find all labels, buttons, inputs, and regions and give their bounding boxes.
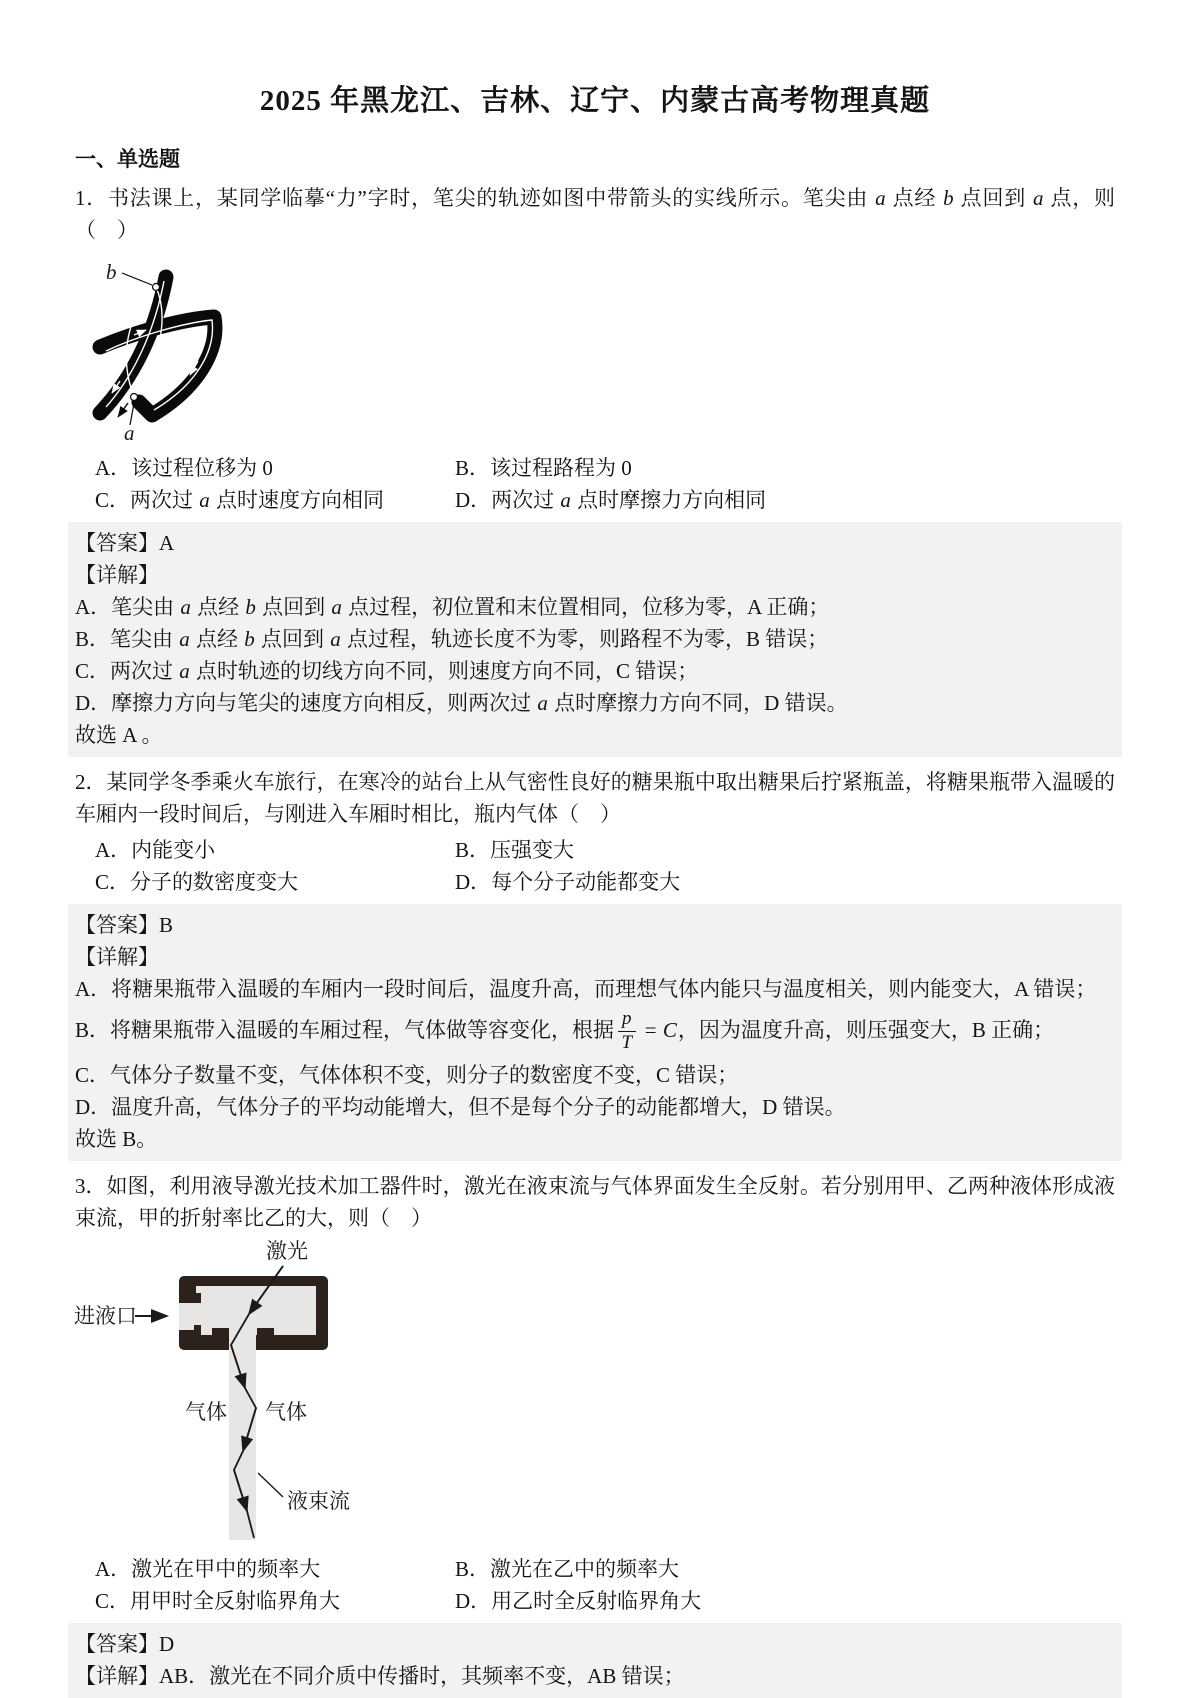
liquid-laser-figure bbox=[71, 1238, 371, 1544]
option-2c: C．分子的数密度变大 bbox=[95, 870, 299, 894]
option-1c: C．两次过 a 点时速度方向相同 bbox=[95, 488, 385, 512]
outlet-shoulder-left bbox=[212, 1328, 229, 1336]
inlet-channel bbox=[179, 1303, 196, 1330]
point-a-label: a bbox=[124, 421, 135, 443]
point-b-marker bbox=[153, 284, 160, 291]
option-2d: D．每个分子动能都变大 bbox=[455, 870, 681, 894]
nozzle-liquid-chamber bbox=[196, 1286, 316, 1335]
li-character-figure bbox=[82, 255, 252, 443]
question-3-answer-block bbox=[68, 1623, 1122, 1698]
question-1-figure bbox=[82, 255, 1122, 448]
point-b-label: b bbox=[106, 260, 117, 284]
detail-line-3: 【详解】AB．激光在不同介质中传播时，其频率不变，AB 错误； bbox=[75, 1663, 685, 1688]
question-3-stem: 3．如图，利用液导激光技术加工器件时，激光在液束流与气体界面发生全反射。若分别用甲、乙两种液体形成液束流，甲的折射率比乙的大，则（ ） bbox=[75, 1173, 1115, 1230]
option-1d: D．两次过 a 点时摩擦力方向相同 bbox=[455, 488, 767, 512]
conclusion-1: 故选 A 。 bbox=[75, 723, 163, 747]
question-2-stem: 2．某同学冬季乘火车旅行，在寒冷的站台上从气密性良好的糖果瓶中取出糖果后拧紧瓶盖，将糖果瓶带入温暖的车厢内一段时间后，与刚进入车厢时相比，瓶内气体（ ） bbox=[75, 770, 1115, 826]
question-3-options bbox=[95, 1553, 1122, 1617]
page-title: 2025 年黑龙江、吉林、辽宁、内蒙古高考物理真题 bbox=[259, 85, 931, 117]
option-1b: B．该过程路程为 0 bbox=[455, 456, 632, 480]
liquid-jet-stream bbox=[229, 1335, 256, 1540]
question-1-answer-block bbox=[68, 522, 1122, 757]
gas-left-label: 气体 bbox=[185, 1399, 227, 1424]
gas-right-label: 气体 bbox=[265, 1399, 307, 1424]
question-2 bbox=[68, 766, 1122, 1161]
question-1-options bbox=[95, 452, 1122, 516]
detail-1d: D．摩擦力方向与笔尖的速度方向相反，则两次过 a 点时摩擦力方向不同，D 错误。 bbox=[75, 691, 848, 715]
detail-2d: D．温度升高，气体分子的平均动能增大，但不是每个分子的动能都增大，D 错误。 bbox=[75, 1094, 846, 1119]
detail-heading-2: 【详解】 bbox=[75, 945, 159, 969]
stream-pointer bbox=[258, 1473, 283, 1497]
stream-label: 液束流 bbox=[287, 1488, 350, 1513]
laser-label: 激光 bbox=[266, 1238, 308, 1263]
answer-line-3: 【答案】D bbox=[75, 1631, 175, 1656]
question-1 bbox=[68, 182, 1122, 757]
section-heading: 一、单选题 bbox=[75, 147, 180, 171]
inlet-label: 进液口 bbox=[74, 1303, 137, 1328]
option-1a: A．该过程位移为 0 bbox=[95, 456, 273, 480]
detail-2c: C．气体分子数量不变，气体体积不变，则分子的数密度不变，C 错误； bbox=[75, 1062, 739, 1087]
option-3c: C．用甲时全反射临界角大 bbox=[95, 1588, 341, 1613]
detail-1b: B．笔尖由 a 点经 b 点回到 a 点过程，轨迹长度不为零，则路程不为零，B 错误； bbox=[75, 627, 829, 651]
option-2a: A．内能变小 bbox=[95, 838, 216, 862]
question-2-answer-block bbox=[68, 904, 1122, 1161]
answer-line-1: 【答案】A bbox=[75, 531, 175, 555]
detail-1a: A．笔尖由 a 点经 b 点回到 a 点过程，初位置和末位置相同，位移为零，A 正确； bbox=[75, 595, 830, 619]
inlet-lip-bottom bbox=[194, 1325, 201, 1335]
question-1-stem: 1．书法课上，某同学临摹“力”字时，笔尖的轨迹如图中带箭头的实线所示。笔尖由 a 点经 b 点回到 a 点，则（ ） bbox=[75, 186, 1116, 242]
detail-2b: B．将糖果瓶带入温暖的车厢过程，气体做等容变化，根据 $\frac{p}{T}$ = C，因为温度升高，则压强变大，B 正确； bbox=[75, 1008, 1055, 1053]
inlet-lip-top bbox=[194, 1293, 201, 1303]
question-3 bbox=[68, 1170, 1122, 1698]
document-content bbox=[68, 143, 1122, 1698]
trace-arrow-exit bbox=[118, 403, 128, 417]
option-3b: B．激光在乙中的频率大 bbox=[455, 1556, 680, 1581]
option-3d: D．用乙时全反射临界角大 bbox=[455, 1588, 702, 1613]
detail-2a: A．将糖果瓶带入温暖的车厢内一段时间后，温度升高，而理想气体内能只与温度相关，则内能变大，A 错误； bbox=[75, 977, 1097, 1001]
outlet-shoulder-right bbox=[257, 1328, 274, 1336]
option-2b: B．压强变大 bbox=[455, 838, 575, 862]
point-a-marker bbox=[131, 394, 138, 401]
question-3-figure bbox=[71, 1238, 1122, 1549]
point-b-pointer bbox=[122, 273, 152, 285]
conclusion-2: 故选 B。 bbox=[75, 1126, 158, 1151]
option-3a: A．激光在甲中的频率大 bbox=[95, 1556, 321, 1581]
detail-1c: C．两次过 a 点时轨迹的切线方向不同，则速度方向不同，C 错误； bbox=[75, 659, 699, 683]
trace-arrow-1 bbox=[165, 339, 167, 351]
answer-line-2: 【答案】B bbox=[75, 913, 174, 937]
detail-heading-1: 【详解】 bbox=[75, 563, 159, 587]
question-2-options bbox=[95, 834, 1122, 898]
